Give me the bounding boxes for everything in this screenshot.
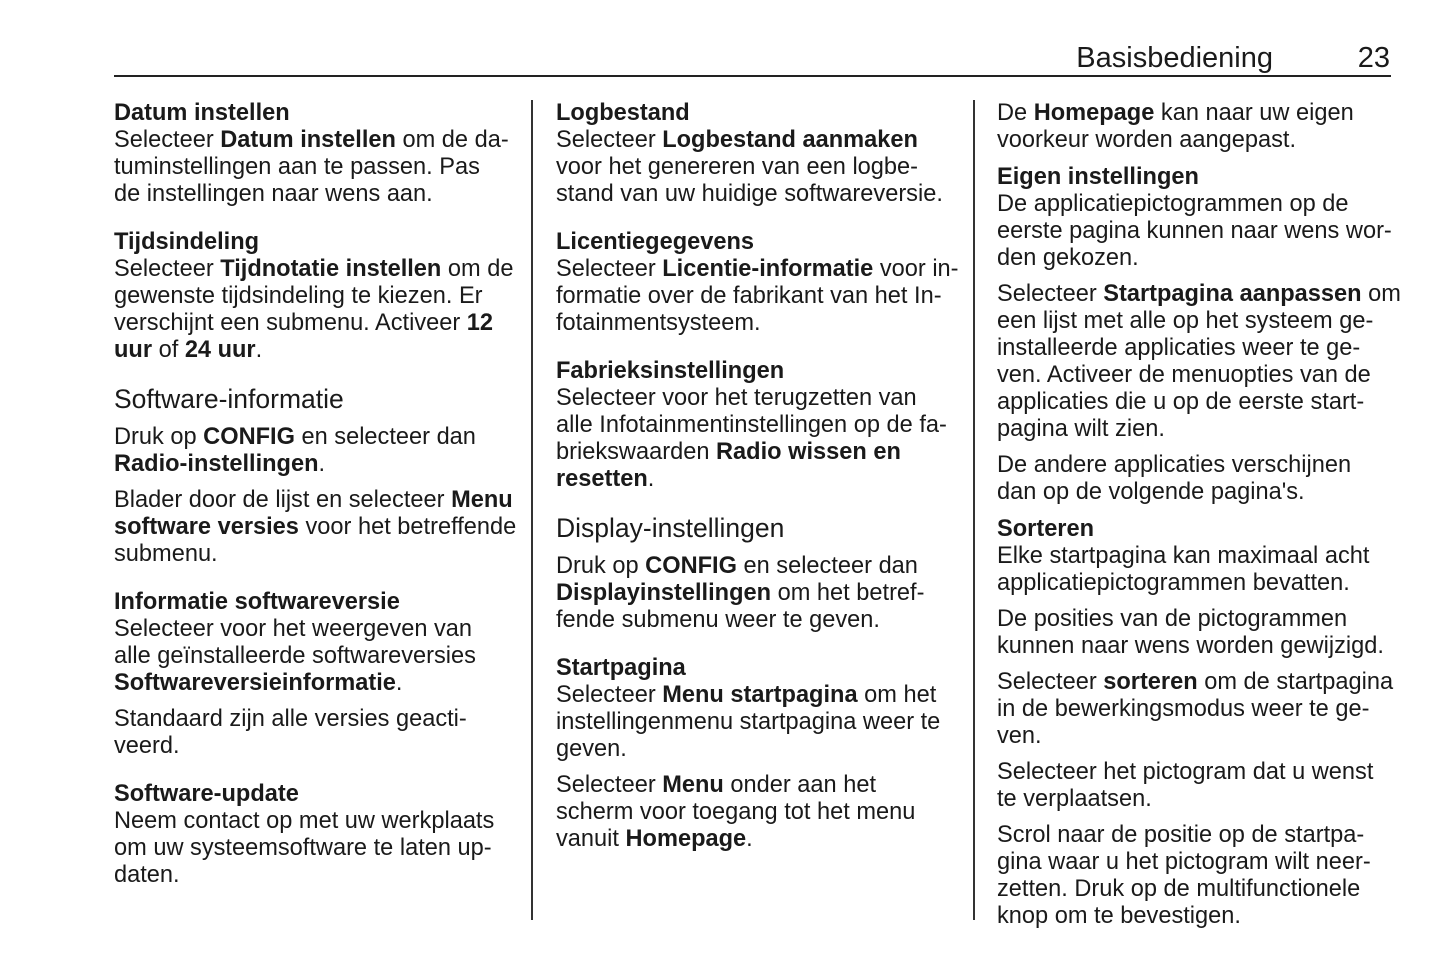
text-line	[556, 439, 956, 466]
text-run: een lijst met alle op het systeem ge-	[997, 308, 1374, 334]
text-run: Selecteer	[556, 772, 663, 798]
text-line	[556, 100, 956, 127]
subsection	[114, 100, 514, 208]
text-line	[556, 310, 956, 337]
text-run: Selecteer	[114, 127, 221, 153]
text-line	[997, 606, 1397, 633]
text-run: voor het genereren van een logbe-	[556, 154, 919, 180]
text-run: om het betref-	[771, 580, 925, 606]
text-run: Druk op	[114, 424, 204, 450]
text-run: Selecteer	[997, 281, 1104, 307]
text-line	[997, 389, 1397, 416]
text-line	[114, 733, 514, 760]
text-line	[997, 127, 1397, 154]
subsection	[556, 655, 956, 763]
text-run: formatie over de fabrikant van het In-	[556, 283, 942, 309]
text-line	[997, 452, 1397, 479]
text-line	[556, 512, 956, 544]
text-line	[997, 669, 1397, 696]
subsection-title: Licentiegegevens	[556, 229, 755, 255]
text-line	[997, 245, 1397, 272]
text-line	[556, 283, 956, 310]
text-line	[114, 706, 514, 733]
paragraph	[556, 553, 956, 634]
text-run: Selecteer het pictogram dat u wenst	[997, 759, 1374, 785]
text-line	[114, 589, 514, 616]
text-line	[114, 310, 514, 337]
text-line	[997, 822, 1397, 849]
text-run: of	[152, 337, 185, 363]
text-line	[114, 283, 514, 310]
text-line	[114, 383, 514, 415]
subsection-title: Startpagina	[556, 655, 686, 681]
text-run: Selecteer	[114, 256, 221, 282]
column-2	[556, 100, 959, 853]
text-run: daten.	[114, 862, 180, 888]
page-number: 23	[1357, 42, 1390, 74]
column-1	[114, 100, 517, 889]
text-line	[997, 362, 1397, 389]
bold-term: CONFIG	[645, 553, 737, 579]
bold-term: Radio wissen en	[716, 439, 901, 465]
paragraph	[997, 759, 1397, 813]
subsection	[114, 589, 514, 697]
text-line	[997, 543, 1397, 570]
text-run: .	[318, 451, 326, 477]
text-line	[114, 808, 514, 835]
text-run: Druk op	[556, 553, 646, 579]
text-run: .	[255, 337, 263, 363]
text-run: Elke startpagina kan maximaal acht	[997, 543, 1370, 569]
text-run: instellingenmenu startpagina weer te	[556, 709, 941, 735]
text-line	[997, 308, 1397, 335]
text-run: om uw systeemsoftware te laten up-	[114, 835, 492, 861]
text-line	[114, 256, 514, 283]
text-run: en selecteer dan	[736, 553, 918, 579]
text-line	[114, 337, 514, 364]
subsection-title: Tijdsindeling	[114, 229, 260, 255]
subsection-title: Logbestand	[556, 100, 690, 126]
text-run: kunnen naar wens worden gewijzigd.	[997, 633, 1384, 659]
subsection	[556, 229, 959, 337]
subsection-title: Fabrieksinstellingen	[556, 358, 785, 384]
bold-term: Softwareversieinformatie	[114, 670, 396, 696]
text-run: zetten. Druk op de multifunctionele	[997, 876, 1361, 902]
column-divider	[973, 100, 975, 920]
subsection-title: Datum instellen	[114, 100, 290, 126]
subsection-title: Informatie softwareversie	[114, 589, 400, 615]
bold-term: sorteren	[1103, 669, 1198, 695]
section-heading	[114, 383, 514, 415]
text-line	[556, 229, 956, 256]
text-run: om de	[441, 256, 514, 282]
text-run: applicatiepictogrammen bevatten.	[997, 570, 1350, 596]
text-line	[556, 826, 956, 853]
text-line	[114, 862, 514, 889]
paragraph	[997, 281, 1401, 443]
section-title: Display-instellingen	[556, 513, 785, 543]
text-run: kan naar uw eigen	[1154, 100, 1354, 126]
text-line	[997, 281, 1401, 308]
column-divider	[531, 100, 533, 920]
text-run: voorkeur worden aangepast.	[997, 127, 1297, 153]
subsection-title: Software-update	[114, 781, 299, 807]
text-run: briekswaarden	[556, 439, 716, 465]
text-run: Selecteer voor het terugzetten van	[556, 385, 917, 411]
text-run: fende submenu weer te geven.	[556, 607, 880, 633]
text-run: alle Infotainmentinstellingen op de fa-	[556, 412, 947, 438]
bold-term: Menu	[662, 772, 724, 798]
bold-term: Displayinstellingen	[556, 580, 772, 606]
paragraph	[114, 706, 514, 760]
text-line	[556, 256, 959, 283]
text-run: scherm voor toegang tot het menu	[556, 799, 916, 825]
text-line	[556, 655, 956, 682]
text-line	[114, 514, 517, 541]
bold-term: uur	[114, 337, 153, 363]
bold-term: software versies	[114, 514, 299, 540]
paragraph	[114, 487, 517, 568]
chapter-title: Basisbediening	[1076, 42, 1273, 74]
bold-term: Datum instellen	[220, 127, 396, 153]
text-line	[997, 218, 1397, 245]
text-run: de instellingen naar wens aan.	[114, 181, 433, 207]
subsection-title: Eigen instellingen	[997, 164, 1199, 190]
subsection	[556, 100, 956, 208]
section-heading	[556, 512, 956, 544]
bold-term: Logbestand aanmaken	[662, 127, 918, 153]
subsection-title: Sorteren	[997, 516, 1095, 542]
text-run: gina waar u het pictogram wilt neer-	[997, 849, 1371, 875]
paragraph	[997, 100, 1397, 154]
text-line	[556, 412, 956, 439]
text-line	[556, 181, 956, 208]
text-run: De posities van de pictogrammen	[997, 606, 1348, 632]
text-line	[114, 154, 514, 181]
text-line	[114, 451, 514, 478]
text-line	[556, 736, 956, 763]
text-line	[556, 553, 956, 580]
column-3	[997, 100, 1401, 930]
text-run: voor in-	[873, 256, 959, 282]
subsection	[997, 516, 1397, 597]
text-run: Blader door de lijst en selecteer	[114, 487, 452, 513]
text-run: om het	[857, 682, 937, 708]
text-run: applicaties die u op de eerste start-	[997, 389, 1365, 415]
text-line	[556, 466, 956, 493]
bold-term: 12	[466, 310, 494, 336]
text-run: Scrol naar de positie op de startpa-	[997, 822, 1365, 848]
text-line	[114, 229, 514, 256]
text-line	[997, 723, 1397, 750]
paragraph	[997, 669, 1397, 750]
text-line	[556, 580, 956, 607]
text-line	[114, 835, 514, 862]
header-rule	[114, 75, 1391, 77]
text-line	[556, 607, 956, 634]
text-run: gewenste tijdsindeling te kiezen. Er	[114, 283, 483, 309]
text-run: submenu.	[114, 541, 218, 567]
text-line	[556, 772, 956, 799]
paragraph	[997, 606, 1397, 660]
bold-term: 24 uur	[184, 337, 256, 363]
text-line	[556, 682, 956, 709]
text-line	[997, 696, 1397, 723]
paragraph	[997, 822, 1397, 930]
text-line	[997, 164, 1397, 191]
text-line	[556, 385, 956, 412]
text-run: onder aan het	[723, 772, 877, 798]
text-run: .	[395, 670, 403, 696]
text-line	[556, 154, 956, 181]
text-run: dan op de volgende pagina's.	[997, 479, 1305, 505]
text-run: .	[647, 466, 655, 492]
text-line	[997, 335, 1397, 362]
text-line	[556, 358, 956, 385]
text-line	[997, 876, 1397, 903]
text-run: pagina wilt zien.	[997, 416, 1165, 442]
text-line	[997, 191, 1397, 218]
subsection	[556, 358, 956, 493]
text-line	[114, 781, 514, 808]
text-run: voor het betreffende	[298, 514, 517, 540]
text-line	[556, 709, 956, 736]
text-run: De applicatiepictogrammen op de	[997, 191, 1349, 217]
text-line	[556, 799, 956, 826]
text-line	[997, 100, 1397, 127]
text-line	[997, 416, 1397, 443]
paragraph	[997, 452, 1397, 506]
text-run: om de startpagina	[1197, 669, 1394, 695]
text-run: veerd.	[114, 733, 180, 759]
text-line	[997, 759, 1397, 786]
subsection	[114, 781, 514, 889]
text-run: stand van uw huidige softwareversie.	[556, 181, 943, 207]
subsection	[114, 229, 514, 364]
text-line	[556, 127, 956, 154]
bold-term: Tijdnotatie instellen	[220, 256, 442, 282]
section-title: Software-informatie	[114, 384, 344, 414]
text-line	[997, 903, 1397, 930]
subsection	[997, 164, 1397, 272]
text-run: .	[746, 826, 753, 852]
text-run: installeerde applicaties weer te ge-	[997, 335, 1361, 361]
text-run: eerste pagina kunnen naar wens wor-	[997, 218, 1392, 244]
text-run: Selecteer	[556, 256, 663, 282]
text-line	[114, 181, 514, 208]
text-run: Selecteer	[556, 682, 663, 708]
bold-term: resetten	[556, 466, 648, 492]
text-run: om	[1361, 281, 1401, 307]
text-line	[997, 633, 1397, 660]
text-run: fotainmentsysteem.	[556, 310, 761, 336]
text-line	[114, 424, 514, 451]
text-run: knop om te bevestigen.	[997, 903, 1241, 929]
bold-term: Startpagina aanpassen	[1103, 281, 1362, 307]
bold-term: Menu	[451, 487, 513, 513]
text-line	[997, 516, 1397, 543]
text-run: Neem contact op met uw werkplaats	[114, 808, 495, 834]
text-run: Selecteer	[556, 127, 663, 153]
text-line	[997, 479, 1397, 506]
text-run: en selecteer dan	[294, 424, 476, 450]
text-run: De andere applicaties verschijnen	[997, 452, 1352, 478]
text-run: om de da-	[395, 127, 509, 153]
text-line	[114, 643, 514, 670]
text-line	[997, 849, 1397, 876]
text-line	[114, 487, 514, 514]
text-run: verschijnt een submenu. Activeer	[114, 310, 467, 336]
text-line	[997, 786, 1397, 813]
text-run: De	[997, 100, 1034, 126]
text-line	[114, 541, 514, 568]
text-line	[114, 670, 514, 697]
text-run: alle geïnstalleerde softwareversies	[114, 643, 476, 669]
text-run: Selecteer	[997, 669, 1104, 695]
text-run: geven.	[556, 736, 627, 762]
text-run: te verplaatsen.	[997, 786, 1152, 812]
text-run: Selecteer voor het weergeven van	[114, 616, 473, 642]
text-line	[114, 100, 514, 127]
bold-term: CONFIG	[203, 424, 295, 450]
paragraph	[114, 424, 514, 478]
bold-term: Menu startpagina	[662, 682, 858, 708]
bold-term: Radio-instellingen	[114, 451, 319, 477]
text-line	[997, 570, 1397, 597]
bold-term: Homepage	[1033, 100, 1155, 126]
text-run: den gekozen.	[997, 245, 1139, 271]
text-run: Standaard zijn alle versies geacti-	[114, 706, 467, 732]
text-line	[114, 127, 514, 154]
text-line	[114, 616, 514, 643]
text-run: in de bewerkingsmodus weer te ge-	[997, 696, 1370, 722]
text-run: tuminstellingen aan te passen. Pas	[114, 154, 480, 180]
text-run: ven. Activeer de menuopties van de	[997, 362, 1371, 388]
bold-term: Homepage	[625, 826, 747, 852]
text-run: ven.	[997, 723, 1042, 749]
paragraph	[556, 772, 956, 853]
text-run: vanuit	[556, 826, 626, 852]
bold-term: Licentie-informatie	[662, 256, 874, 282]
